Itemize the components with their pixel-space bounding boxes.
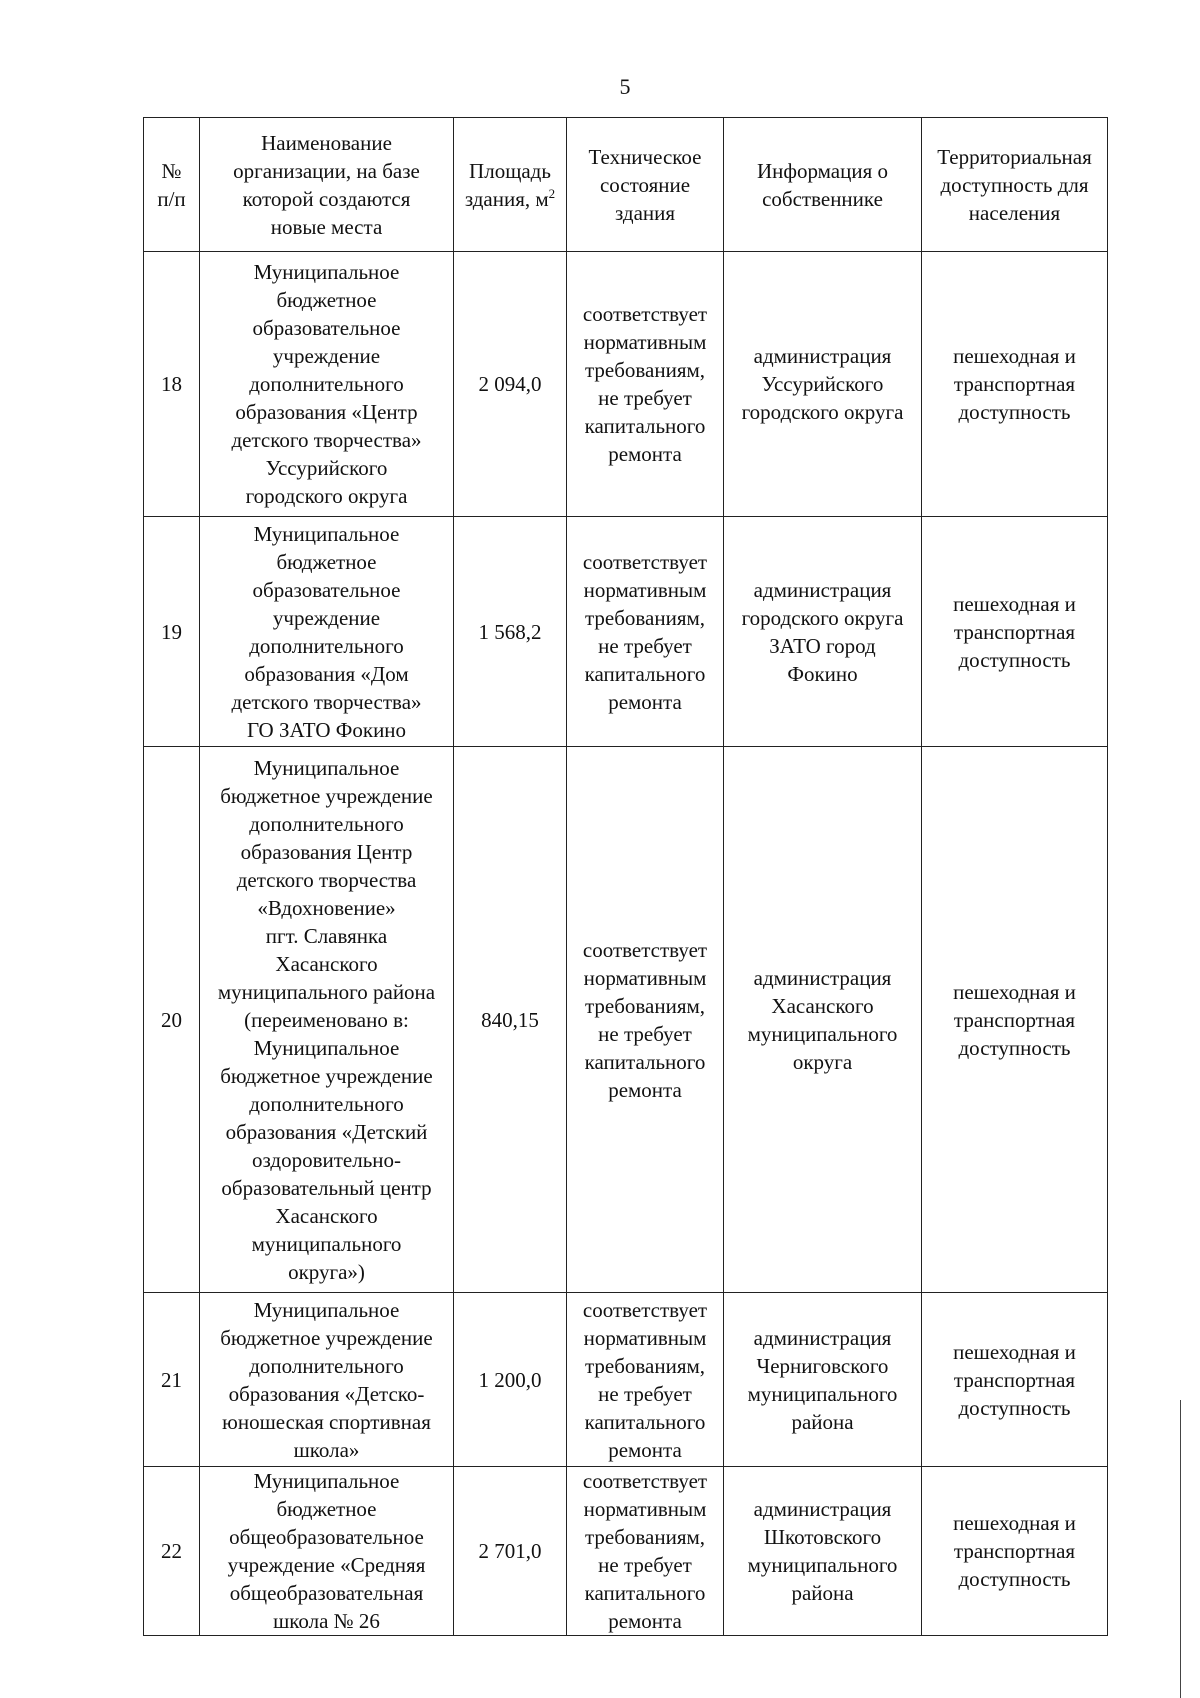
cell-technical-state: соответствует нормативным требованиям, не требует капитального ремонта — [567, 1467, 724, 1636]
cell-area: 840,15 — [454, 747, 567, 1293]
cell-organization-name: Муниципальное бюджетное образовательное учреждение дополнительного образования «Дом детского творчества» ГО ЗАТО Фокино — [200, 517, 454, 747]
cell-num: 21 — [144, 1293, 200, 1467]
cell-num: 18 — [144, 252, 200, 517]
cell-area: 2 701,0 — [454, 1467, 567, 1636]
table-row — [144, 747, 1108, 1293]
cell-organization-name: Муниципальное бюджетное учреждение дополнительного образования «Детско- юношеская спортивная школа» — [200, 1293, 454, 1467]
facilities-table — [143, 117, 1108, 1636]
cell-area: 1 568,2 — [454, 517, 567, 747]
cell-area: 1 200,0 — [454, 1293, 567, 1467]
cell-technical-state: соответствует нормативным требованиям, не требует капитального ремонта — [567, 517, 724, 747]
cell-technical-state: соответствует нормативным требованиям, не требует капитального ремонта — [567, 747, 724, 1293]
header-owner-info: Информация о собственнике — [724, 118, 922, 252]
cell-technical-state: соответствует нормативным требованиям, не требует капитального ремонта — [567, 1293, 724, 1467]
cell-owner-info: администрация Хасанского муниципального округа — [724, 747, 922, 1293]
cell-area: 2 094,0 — [454, 252, 567, 517]
header-area-label: Площадь здания, м — [464, 158, 551, 211]
table-row — [144, 1467, 1108, 1636]
cell-owner-info: администрация Шкотовского муниципального района — [724, 1467, 922, 1636]
cell-num: 20 — [144, 747, 200, 1293]
cell-accessibility: пешеходная и транспортная доступность — [922, 1293, 1108, 1467]
cell-organization-name: Муниципальное бюджетное общеобразовательное учреждение «Средняя общеобразовательная школа № 26 — [200, 1467, 454, 1636]
cell-num: 19 — [144, 517, 200, 747]
cell-organization-name: Муниципальное бюджетное образовательное учреждение дополнительного образования «Центр детского творчества» Уссурийского городского округа — [200, 252, 454, 517]
page-number: 5 — [619, 74, 631, 99]
cell-accessibility: пешеходная и транспортная доступность — [922, 1467, 1108, 1636]
cell-accessibility: пешеходная и транспортная доступность — [922, 252, 1108, 517]
cell-organization-name: Муниципальное бюджетное учреждение дополнительного образования Центр детского творчества «Вдохновение» пгт. Славянка Хасанского муниципального района (переименовано в: Муниципальное бюджетное учреждение дополнительного образования «Детский оздоровительно- образовательный центр Хасанского муниципального округа») — [200, 747, 454, 1293]
table-row — [144, 517, 1108, 747]
cell-accessibility: пешеходная и транспортная доступность — [922, 747, 1108, 1293]
scan-edge-line — [1180, 1400, 1181, 1698]
header-area-superscript: 2 — [548, 185, 556, 201]
header-area — [454, 118, 567, 252]
cell-owner-info: администрация Уссурийского городского округа — [724, 252, 922, 517]
cell-accessibility: пешеходная и транспортная доступность — [922, 517, 1108, 747]
cell-owner-info: администрация городского округа ЗАТО город Фокино — [724, 517, 922, 747]
table-header-row — [144, 118, 1108, 252]
cell-num: 22 — [144, 1467, 200, 1636]
table-row — [144, 1293, 1108, 1467]
header-accessibility: Территориальная доступность для населения — [922, 118, 1108, 252]
table-row — [144, 252, 1108, 517]
header-technical-state: Техническое состояние здания — [567, 118, 724, 252]
header-num: № п/п — [144, 118, 200, 252]
cell-technical-state: соответствует нормативным требованиям, не требует капитального ремонта — [567, 252, 724, 517]
cell-owner-info: администрация Черниговского муниципального района — [724, 1293, 922, 1467]
header-organization-name: Наименование организации, на базе которой создаются новые места — [200, 118, 454, 252]
